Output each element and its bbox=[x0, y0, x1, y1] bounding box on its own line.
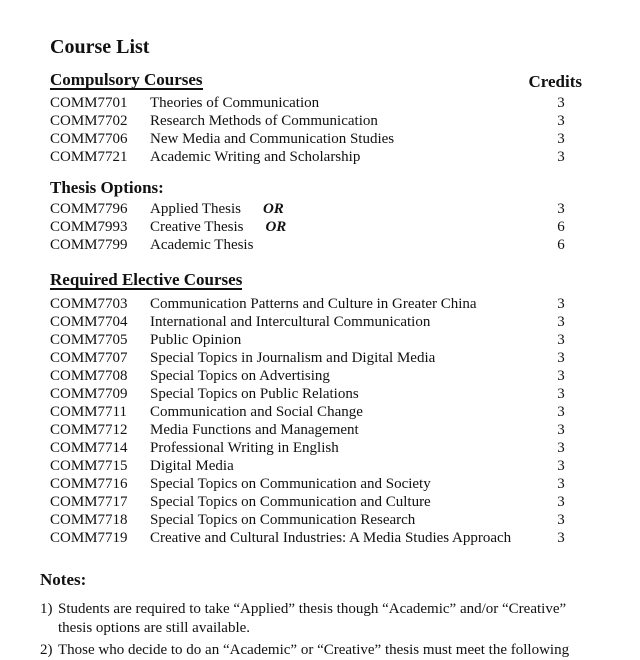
course-row bbox=[50, 218, 570, 236]
note-number: 2) bbox=[40, 642, 53, 658]
course-credits: 3 bbox=[557, 422, 565, 438]
course-name-text: Digital Media bbox=[150, 458, 234, 474]
course-name-text: Communication Patterns and Culture in Greater China bbox=[150, 296, 477, 312]
course-name-text: Research Methods of Communication bbox=[150, 113, 378, 129]
course-name-text: Professional Writing in English bbox=[150, 440, 339, 456]
course-row bbox=[50, 511, 570, 529]
course-credits: 3 bbox=[557, 332, 565, 348]
course-credits: 3 bbox=[557, 494, 565, 510]
notes-title: Notes: bbox=[40, 570, 87, 589]
course-name bbox=[150, 349, 435, 367]
course-name-text: Academic Writing and Scholarship bbox=[150, 149, 361, 165]
course-name-text: Theories of Communication bbox=[150, 95, 320, 111]
course-name bbox=[150, 94, 319, 112]
course-row bbox=[50, 94, 570, 112]
course-credits: 3 bbox=[557, 386, 565, 402]
course-name-text: Special Topics on Communication Research bbox=[150, 512, 416, 528]
course-name bbox=[150, 295, 477, 313]
course-code: COMM7707 bbox=[50, 350, 128, 366]
course-row bbox=[50, 112, 570, 130]
course-code: COMM7717 bbox=[50, 494, 128, 510]
course-row bbox=[50, 493, 570, 511]
course-name bbox=[150, 112, 378, 130]
course-name-text: Creative Thesis bbox=[150, 219, 244, 235]
course-name bbox=[150, 403, 363, 421]
course-credits: 3 bbox=[557, 512, 565, 528]
course-code: COMM7799 bbox=[50, 237, 128, 253]
course-row bbox=[50, 529, 570, 547]
or-label: OR bbox=[262, 201, 284, 217]
course-row bbox=[50, 367, 570, 385]
course-code: COMM7702 bbox=[50, 113, 128, 129]
course-row bbox=[50, 295, 570, 313]
course-code: COMM7715 bbox=[50, 458, 128, 474]
course-code: COMM7714 bbox=[50, 440, 128, 456]
course-credits: 3 bbox=[557, 350, 565, 366]
or-label: OR bbox=[265, 219, 287, 235]
course-code: COMM7993 bbox=[50, 219, 128, 235]
course-name bbox=[150, 367, 330, 385]
course-row bbox=[50, 385, 570, 403]
course-row bbox=[50, 236, 570, 254]
course-name bbox=[150, 457, 234, 475]
course-row bbox=[50, 475, 570, 493]
course-credits: 3 bbox=[557, 314, 565, 330]
course-name-text: International and Intercultural Communication bbox=[150, 314, 431, 330]
course-code: COMM7701 bbox=[50, 95, 128, 111]
course-name bbox=[150, 331, 241, 349]
course-code: COMM7708 bbox=[50, 368, 128, 384]
page-title: Course List bbox=[50, 36, 150, 58]
course-code: COMM7711 bbox=[50, 404, 127, 420]
course-row bbox=[50, 421, 570, 439]
course-name bbox=[150, 511, 415, 529]
course-name-text: Communication and Social Change bbox=[150, 404, 363, 420]
course-code: COMM7706 bbox=[50, 131, 128, 147]
course-row bbox=[50, 331, 570, 349]
note-number: 1) bbox=[40, 601, 53, 617]
course-credits: 3 bbox=[557, 458, 565, 474]
note-text: Those who decide to do an “Academic” or “Creative” thesis must meet the following bbox=[58, 642, 570, 658]
course-credits: 3 bbox=[557, 149, 565, 165]
course-code: COMM7716 bbox=[50, 476, 128, 492]
course-name bbox=[150, 421, 359, 439]
course-name bbox=[150, 439, 339, 457]
course-credits: 6 bbox=[557, 219, 565, 235]
course-credits: 3 bbox=[557, 404, 565, 420]
course-name-text: Special Topics on Communication and Culture bbox=[150, 494, 431, 510]
course-name bbox=[150, 313, 430, 331]
course-name-text: Special Topics on Public Relations bbox=[150, 386, 359, 402]
note-text: Students are required to take “Applied” thesis though “Academic” and/or “Creative” thesis options are still available. bbox=[58, 601, 567, 636]
course-name-text: Special Topics on Communication and Society bbox=[150, 476, 431, 492]
course-row bbox=[50, 439, 570, 457]
course-code: COMM7719 bbox=[50, 530, 128, 546]
course-name-text: Special Topics in Journalism and Digital Media bbox=[150, 350, 436, 366]
course-row bbox=[50, 148, 570, 166]
course-name-text: Public Opinion bbox=[150, 332, 242, 348]
section-heading-compulsory: Compulsory Courses bbox=[50, 70, 203, 89]
course-row bbox=[50, 349, 570, 367]
course-code: COMM7721 bbox=[50, 149, 128, 165]
section-heading-thesis: Thesis Options: bbox=[50, 178, 164, 197]
course-name bbox=[150, 148, 360, 166]
course-row bbox=[50, 457, 570, 475]
course-row bbox=[50, 130, 570, 148]
course-credits: 6 bbox=[557, 237, 565, 253]
section-heading-electives: Required Elective Courses bbox=[50, 270, 243, 289]
course-name bbox=[150, 200, 284, 218]
course-code: COMM7796 bbox=[50, 201, 128, 217]
course-name bbox=[150, 475, 431, 493]
course-credits: 3 bbox=[557, 476, 565, 492]
course-credits: 3 bbox=[557, 530, 565, 546]
course-name-text: New Media and Communication Studies bbox=[150, 131, 395, 147]
course-code: COMM7718 bbox=[50, 512, 128, 528]
course-credits: 3 bbox=[557, 201, 565, 217]
course-name-text: Academic Thesis bbox=[150, 237, 254, 253]
course-code: COMM7705 bbox=[50, 332, 128, 348]
course-name-text: Media Functions and Management bbox=[150, 422, 359, 438]
course-credits: 3 bbox=[557, 440, 565, 456]
course-credits: 3 bbox=[557, 368, 565, 384]
course-code: COMM7703 bbox=[50, 296, 128, 312]
course-row bbox=[50, 313, 570, 331]
course-code: COMM7712 bbox=[50, 422, 128, 438]
course-name bbox=[150, 529, 511, 547]
course-name bbox=[150, 218, 286, 236]
course-name bbox=[150, 385, 359, 403]
course-credits: 3 bbox=[557, 113, 565, 129]
credits-column-header: Credits bbox=[528, 72, 582, 91]
course-name bbox=[150, 130, 394, 148]
course-name-text: Applied Thesis bbox=[150, 201, 241, 217]
course-credits: 3 bbox=[557, 296, 565, 312]
course-row bbox=[50, 403, 570, 421]
course-name-text: Special Topics on Advertising bbox=[150, 368, 330, 384]
course-code: COMM7704 bbox=[50, 314, 128, 330]
course-name bbox=[150, 236, 253, 254]
course-name-text: Creative and Cultural Industries: A Media Studies Approach bbox=[150, 530, 512, 546]
course-credits: 3 bbox=[557, 95, 565, 111]
course-name bbox=[150, 493, 431, 511]
course-code: COMM7709 bbox=[50, 386, 128, 402]
course-row bbox=[50, 200, 570, 218]
course-credits: 3 bbox=[557, 131, 565, 147]
